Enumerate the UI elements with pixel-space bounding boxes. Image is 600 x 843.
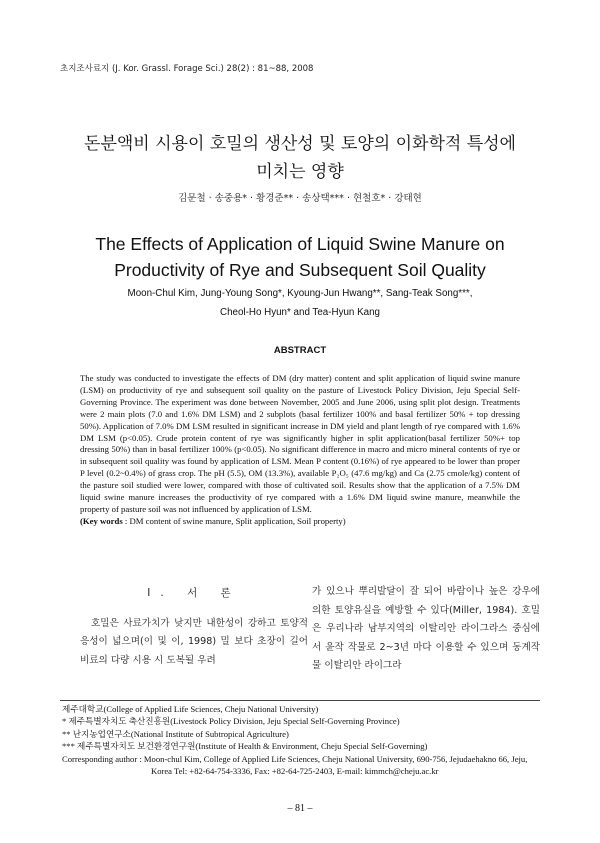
page-number: – 81 – [287, 803, 313, 814]
intro-right-column [312, 583, 540, 676]
english-authors [0, 284, 600, 322]
footnote-affiliation-4: *** 제주특별자치도 보건환경연구원(Institute of Health & Environment, Cheju Special Self-Governing) [62, 741, 428, 752]
intro-left-text: 호밀은 사료가치가 낮지만 내한성이 강하고 토양적응성이 넓으며(이 및 이, 1998) 밀 보다 초장이 길어 비료의 다량 시용 시 도복될 우려 [80, 617, 308, 666]
english-title-line-1: The Effects of Application of Liquid Swine Manure on [95, 234, 505, 254]
english-title [0, 231, 600, 283]
corresponding-author [62, 753, 532, 778]
keywords-label: (Key words [80, 515, 123, 526]
english-title-line-2: Productivity of Rye and Subsequent Soil Quality [114, 260, 486, 280]
english-authors-line-2: Cheol-Ho Hyun* and Tea-Hyun Kang [220, 307, 380, 318]
korean-title-line-1: 돈분액비 시용이 호밀의 생산성 및 토양의 이화학적 특성에 [84, 134, 516, 154]
footnote-affiliation-1: 제주대학교(College of Applied Life Sciences, Cheju National University) [62, 704, 319, 714]
abstract-text: The study was conducted to investigate the effects of DM (dry matter) content and split application of liquid swine manure (LSM) on productivity of rye and subsequent soil quality on the pasture of Livestock Policy Division, Jeju Special Self-Governing Province. The experiment was done between November, 2005 and June 2006, using split plot design. Treatments were 2 main plots (7.0 and 1.6% DM LSM) and 2 subplots (basal fertilizer 100% and basal fertilizer 50% + top dressing 50%). Application of 7.0% DM LSM resulted in significant increase in DM yield and plant length of rye compared with 1.6% DM LSM (p<0.05). Crude protein content of rye was significantly higher in split application(basal fertilizer 50%+ top dressing 50%) than in basal fertilizer 100% (p<0.05). No significant difference in macro and micro mineral contents of rye or in subsequent soil quality was found by application of LSM. Mean P content (0.16%) of rye appeared to be lower than proper P level (0.2~0.4%) of grass crop. The pH (5.5), OM (13.3%), available P₂O₅ (47.6 mg/kg) and Ca (2.75 cmole/kg) content of the pasture soil studied were lower, compared with those of cultivated soil. Results show that the application of a 7.5% DM liquid swine manure increases the productivity of rye compared with a 1.6% DM liquid swine manure, meanwhile the property of pasture soil was not influenced by application of LSM. [80, 373, 520, 514]
footnote-affiliation-2: * 제주특별자치도 축산진흥원(Livestock Policy Division, Jeju Special Self-Governing Province) [62, 716, 400, 727]
intro-left-column [80, 583, 308, 670]
footnote-affiliation-3: ** 난지농업연구소(National Institute of Subtropical Agriculture) [62, 728, 289, 739]
footnote-divider [60, 700, 540, 701]
korean-title [0, 130, 600, 186]
corresponding-author-details: Moon-chul Kim, College of Applied Life Sciences, Cheju National University, 690-756, Jejudaehakno 66, Jeju, Korea Tel: +82-64-754-3336, Fax: +82-64-725-2403, E-mail: kimmch@cheju.ac.kr [143, 753, 528, 777]
corresponding-author-label: Corresponding author : [62, 753, 142, 764]
abstract-heading: ABSTRACT [273, 345, 327, 356]
korean-authors: 김문철 · 송중용* · 황경준** · 송상택*** · 현철호* · 강태현 [178, 193, 422, 204]
intro-right-text: 가 있으나 뿌리발달이 잘 되어 바람이나 높은 강우에 의한 토양유실을 예방할 수 있다(Miller, 1984). 호밀은 우리나라 남부지역의 이탈리안 라이그라스 중심에서 윤작 작물로 2~3년 마다 이용할 수 있으며 동계작물 이탈리안 라이그라 [312, 586, 540, 671]
affiliation-footnotes [62, 703, 532, 777]
keywords [80, 516, 520, 528]
journal-header: 초지조사료지 (J. Kor. Grassl. Forage Sci.) 28(2) : 81~88, 2008 [60, 64, 314, 74]
english-authors-line-1: Moon-Chul Kim, Jung-Young Song*, Kyoung-Jun Hwang**, Sang-Teak Song***, [127, 288, 473, 299]
introduction-heading: I. 서 론 [147, 587, 241, 599]
abstract-body [80, 373, 520, 528]
keywords-text: : DM content of swine manure, Split application, Soil property) [124, 515, 346, 526]
korean-title-line-2: 미치는 영향 [256, 162, 344, 182]
